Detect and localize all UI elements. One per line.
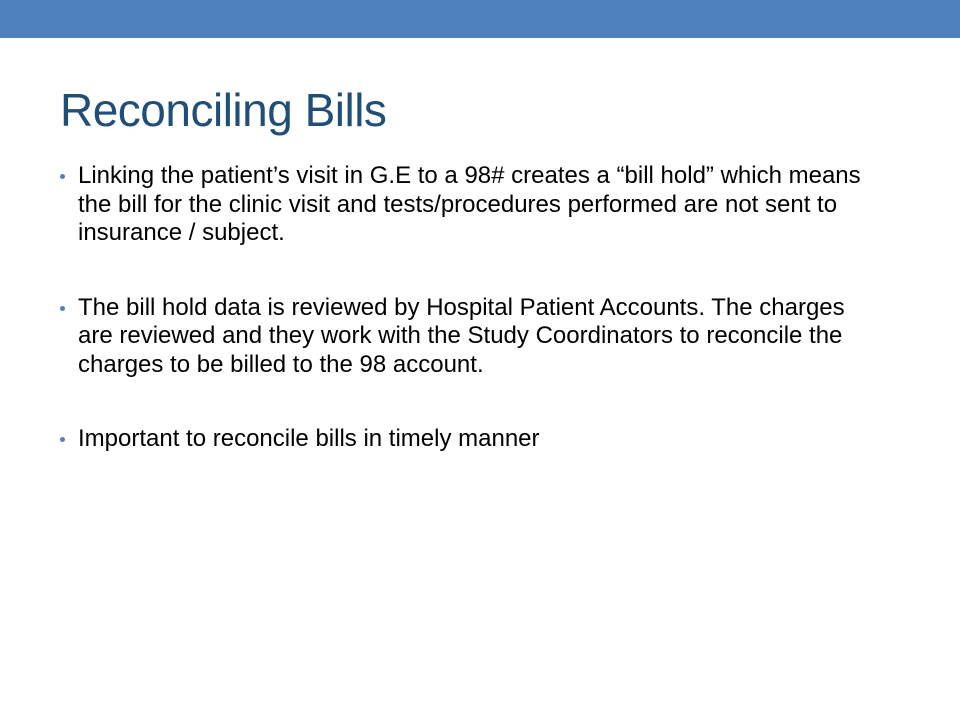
- bullet-item: [58, 294, 878, 380]
- bullet-item: [58, 162, 878, 248]
- bullet-list: [58, 162, 878, 454]
- bullet-item: [58, 425, 878, 454]
- bullet-text: The bill hold data is reviewed by Hospital Patient Accounts. The charges are reviewed and they work with the Study Coordinators to reconcile the charges to be billed to the 98 account.: [78, 293, 845, 378]
- bullet-dot-icon: [60, 437, 65, 442]
- bullet-dot-icon: [60, 306, 65, 311]
- bullet-text: Important to reconcile bills in timely manner: [78, 425, 540, 452]
- top-accent-bar: [0, 0, 960, 38]
- bullet-text: Linking the patient’s visit in G.E to a 98# creates a “bill hold” which means the bill for the clinic visit and tests/procedures performed are not sent to insurance / subject.: [78, 162, 861, 246]
- slide-title: Reconciling Bills: [60, 84, 387, 136]
- bullet-dot-icon: [60, 174, 65, 179]
